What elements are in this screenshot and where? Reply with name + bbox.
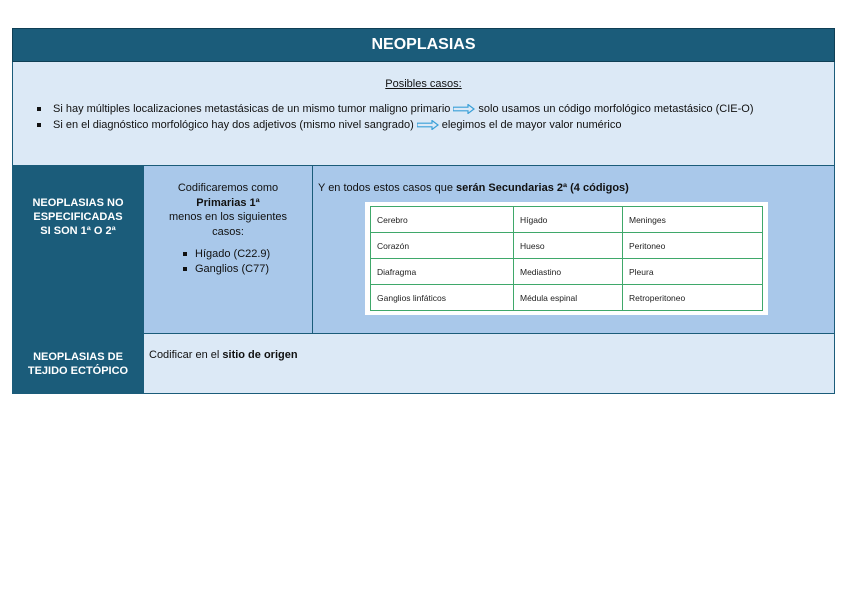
lead-bold-text: serán Secundarias 2ª (4 códigos): [456, 182, 629, 194]
category-ectopic: [13, 334, 143, 393]
category-line: NEOPLASIAS DE: [33, 350, 123, 363]
list-item: [35, 117, 754, 133]
exception-list: [144, 247, 312, 276]
table-cell: Diafragma: [371, 259, 514, 285]
list-item: [144, 262, 312, 277]
category-unspecified: [13, 166, 143, 333]
category-line: NEOPLASIAS NO: [32, 197, 124, 209]
unspecified-row: [12, 166, 835, 334]
table-cell: Corazón: [371, 233, 514, 259]
list-item: [35, 101, 754, 117]
exception-text: Hígado (C22.9): [181, 247, 275, 262]
exception-text: Ganglios (C77): [181, 262, 275, 277]
category-line: TEJIDO ECTÓPICO: [27, 364, 129, 377]
ectopic-rule: [143, 334, 834, 393]
table-cell: Hueso: [514, 233, 623, 259]
list-item: [144, 247, 312, 262]
table-cell: Mediastino: [514, 259, 623, 285]
bullet-text: solo usamos un código morfológico metastásico (CIE-O): [478, 103, 754, 115]
table-cell: Médula espinal: [514, 285, 623, 311]
organ-table: [365, 202, 768, 315]
ectopic-row: [12, 334, 835, 394]
table-row: [371, 259, 763, 285]
intro-list: [35, 101, 754, 133]
except-text: menos en los siguientes: [168, 211, 287, 223]
except-text: casos:: [212, 225, 244, 238]
ectopic-bold-text: sitio de origen: [222, 349, 298, 361]
table-cell: Hígado: [514, 207, 623, 233]
ectopic-text: Codificar en el: [149, 349, 220, 361]
arrow-right-icon: [417, 120, 439, 130]
category-line: SI SON 1ª O 2ª: [40, 225, 116, 237]
intro-section: [12, 62, 835, 166]
document-title: NEOPLASIAS: [12, 28, 835, 62]
code-as-text: Codificaremos como: [177, 182, 279, 194]
bullet-text: elegimos el de mayor valor numérico: [441, 119, 622, 131]
table-row: [371, 285, 763, 311]
table-row: [371, 233, 763, 259]
table-cell: Ganglios linfáticos: [371, 285, 514, 311]
intro-heading: Posibles casos:: [385, 78, 462, 90]
bullet-text: Si hay múltiples localizaciones metastásicas de un mismo tumor maligno primario: [53, 103, 451, 115]
table-row: [371, 207, 763, 233]
neoplasias-document: [12, 28, 835, 394]
bullet-text: Si en el diagnóstico morfológico hay dos adjetivos (mismo nivel sangrado): [53, 119, 414, 131]
coding-rule: [143, 166, 313, 333]
lead-text: Y en todos estos casos que: [318, 182, 453, 194]
table-cell: Retroperitoneo: [623, 285, 763, 311]
primary-label: Primarias 1ª: [196, 196, 260, 209]
table-cell: Pleura: [623, 259, 763, 285]
table-cell: Cerebro: [371, 207, 514, 233]
secondary-cases: [313, 166, 834, 333]
table-cell: Meninges: [623, 207, 763, 233]
secondary-lead: [318, 182, 629, 194]
arrow-right-icon: [453, 104, 475, 114]
category-line: ESPECIFICADAS: [33, 211, 123, 223]
table-cell: Peritoneo: [623, 233, 763, 259]
